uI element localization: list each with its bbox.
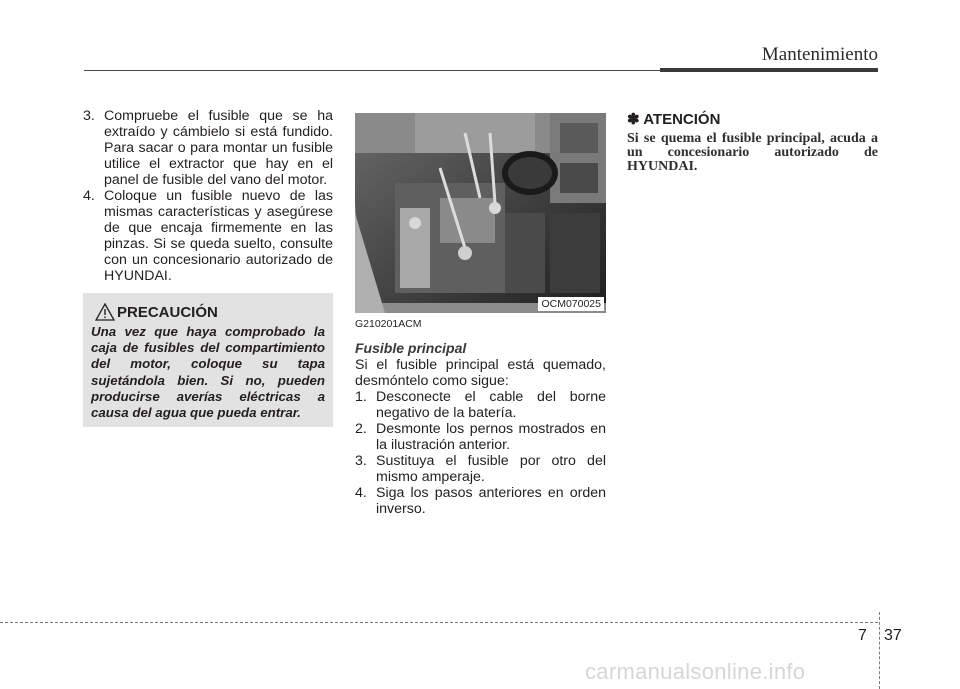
step-text: Compruebe el fusible que se ha extraído y cámbielo si está fundido. Para sacar o para montar un fusible utilice el extractor que hay en el panel de fusible del vano del motor.	[104, 108, 333, 188]
fuse-box-illustration	[355, 113, 606, 313]
caution-header	[95, 303, 218, 321]
middle-column	[355, 316, 606, 517]
section-subheading: Fusible principal	[355, 340, 467, 356]
notice-section	[627, 110, 878, 174]
step-text: Siga los pasos anteriores en orden inverso.	[376, 485, 606, 517]
step-text: Desconecte el cable del borne negativo de la batería.	[376, 389, 606, 421]
step-number: 4.	[355, 485, 367, 501]
caution-text: Una vez que haya comprobado la caja de fusibles del compartimiento del motor, coloque su tapa sujetándola bien. Si no, pueden producirse averías eléctricas a causa del agua que pueda entrar.	[91, 324, 325, 421]
list-item	[355, 485, 606, 517]
asterisk-icon: ✽	[627, 111, 640, 128]
caution-title: PRECAUCIÓN	[117, 304, 218, 321]
notice-title: ATENCIÓN	[643, 111, 721, 128]
reference-code: G210201ACM	[355, 318, 422, 330]
step-text: Sustituya el fusible por otro del mismo amperaje.	[376, 453, 606, 485]
warning-triangle-icon	[95, 303, 115, 321]
step-number: 4.	[83, 188, 95, 204]
list-item	[355, 453, 606, 485]
page-number: 37	[884, 627, 902, 644]
step-text: Desmonte los pernos mostrados en la ilustración anterior.	[376, 421, 606, 453]
notice-text: Si se quema el fusible principal, acuda a un concesionario autorizado de HYUNDAI.	[627, 131, 878, 174]
step-number: 1.	[355, 389, 367, 405]
header-title: Mantenimiento	[761, 44, 878, 65]
list-item	[83, 188, 333, 284]
fuse-box-photo	[355, 113, 606, 313]
list-item	[83, 108, 333, 188]
footer-rule	[0, 622, 878, 623]
step-number: 3.	[83, 108, 95, 124]
header-rule-accent	[660, 68, 878, 72]
chapter-number: 7	[858, 627, 867, 644]
intro-paragraph: Si el fusible principal está quemado, desmóntelo como sigue:	[355, 357, 606, 389]
left-column	[83, 108, 333, 284]
step-text: Coloque un fusible nuevo de las mismas características y asegúrese de que encaja firmemente en las pinzas. Si se queda suelto, consulte con un concesionario autorizado de HYUNDAI.	[104, 188, 333, 284]
header-rule	[84, 70, 660, 71]
caution-box	[83, 293, 333, 427]
list-item	[355, 389, 606, 421]
step-number: 3.	[355, 453, 367, 469]
footer-divider	[879, 612, 880, 689]
step-number: 2.	[355, 421, 367, 437]
list-item	[355, 421, 606, 453]
watermark: carmanualsonline.info	[585, 659, 806, 684]
notice-heading	[627, 110, 878, 128]
figure-code: OCM070025	[538, 297, 604, 311]
